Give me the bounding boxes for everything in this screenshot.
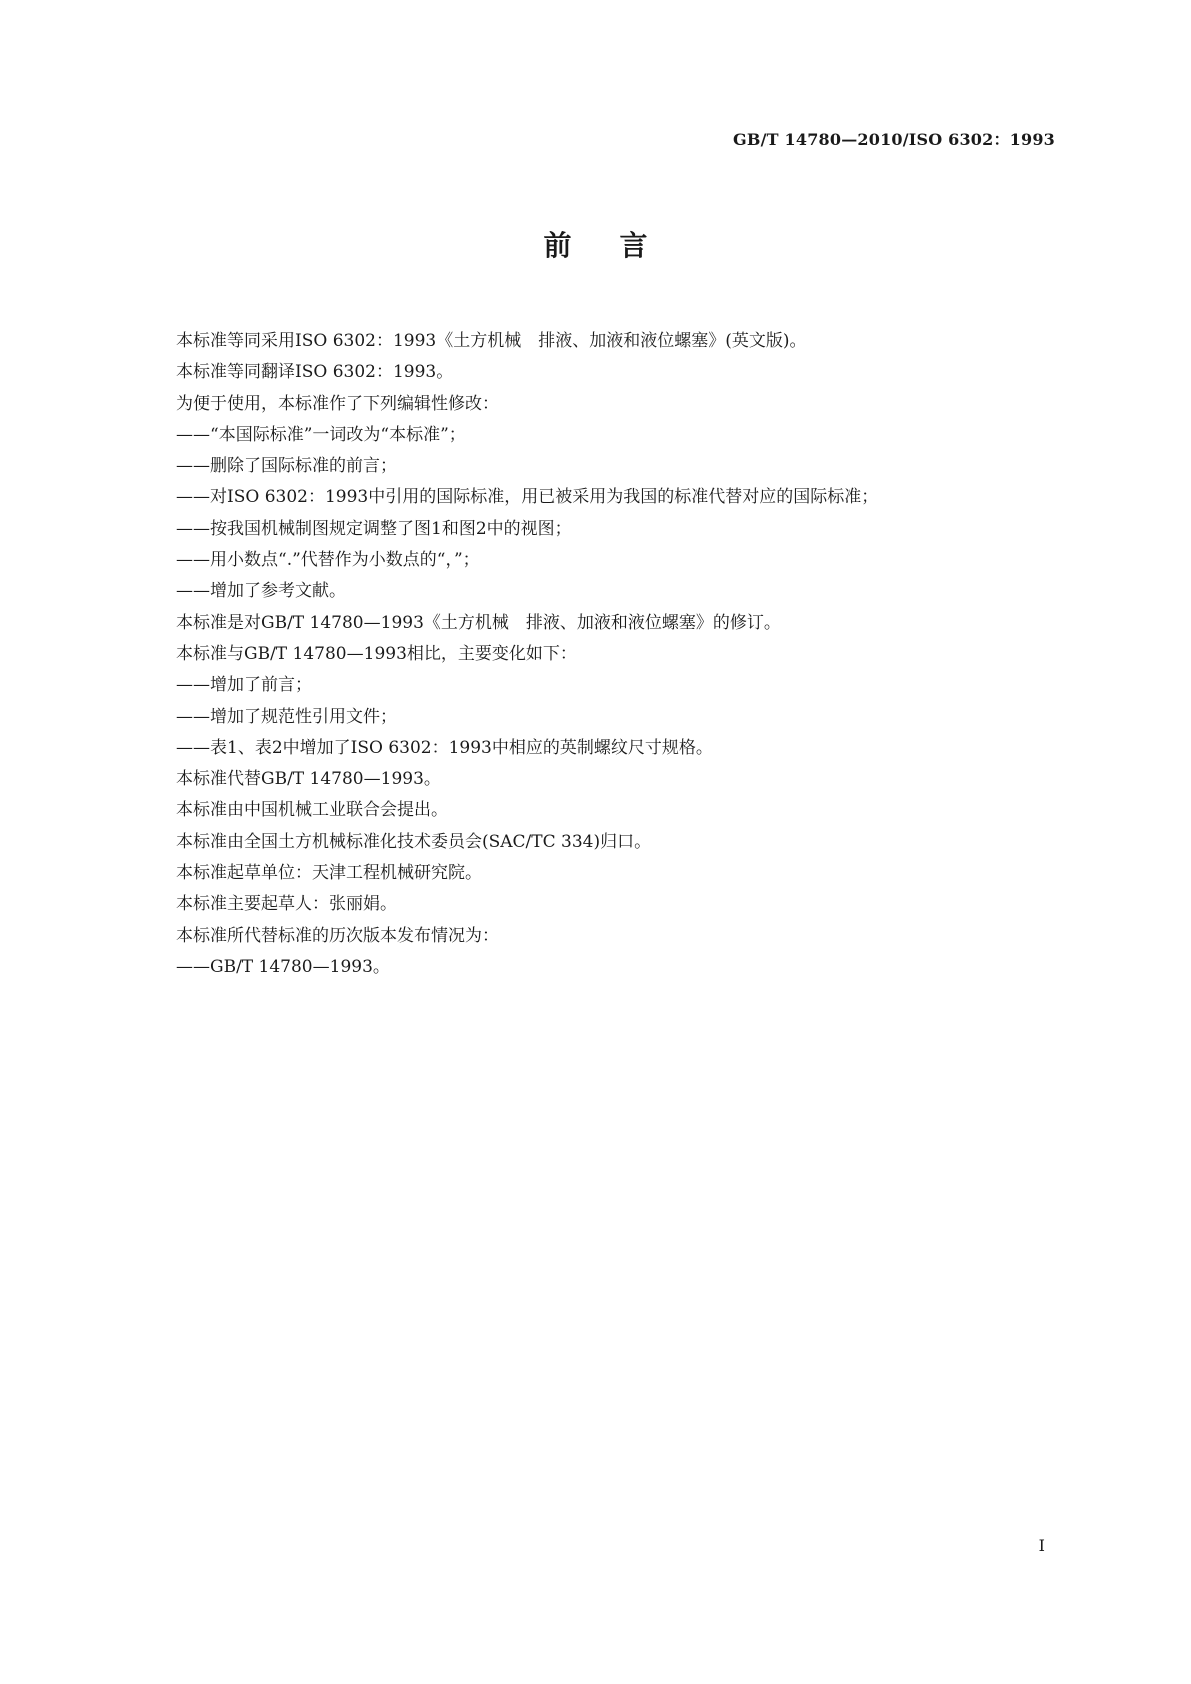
foreword-line: 本标准与GB/T 14780—1993相比，主要变化如下： <box>176 643 577 664</box>
foreword-line: ——按我国机械制图规定调整了图1和图2中的视图； <box>176 518 572 539</box>
foreword-line: 本标准代替GB/T 14780—1993。 <box>176 769 441 790</box>
foreword-line: 本标准由全国土方机械标准化技术委员会(SAC/TC 334)归口。 <box>176 831 652 852</box>
foreword-line: 本标准所代替标准的历次版本发布情况为： <box>176 925 499 946</box>
foreword-line: 本标准主要起草人：张丽娟。 <box>176 894 397 915</box>
foreword-line: ——GB/T 14780—1993。 <box>176 956 390 977</box>
foreword-line: ——表1、表2中增加了ISO 6302：1993中相应的英制螺纹尺寸规格。 <box>176 737 713 758</box>
foreword-line: 本标准等同采用ISO 6302：1993《土方机械 排液、加液和液位螺塞》(英文版)。 <box>176 331 807 351</box>
foreword-line: ——增加了参考文献。 <box>176 581 346 602</box>
foreword-line: ——“本国际标准”一词改为“本标准”； <box>176 424 466 445</box>
foreword-line: 本标准起草单位：天津工程机械研究院。 <box>176 863 482 884</box>
page-number: I <box>1038 1536 1045 1555</box>
foreword-line: ——用小数点“.”代替作为小数点的“，”； <box>176 550 480 571</box>
foreword-line: 本标准由中国机械工业联合会提出。 <box>176 800 448 821</box>
foreword-line: 本标准是对GB/T 14780—1993《土方机械 排液、加液和液位螺塞》的修订。 <box>176 612 781 633</box>
foreword-line: 本标准等同翻译ISO 6302：1993。 <box>176 362 454 383</box>
page-title: 前言 <box>543 229 696 262</box>
foreword-line: ——对ISO 6302：1993中引用的国际标准，用已被采用为我国的标准代替对应的国际标准； <box>176 487 879 508</box>
foreword-line: ——增加了规范性引用文件； <box>176 706 397 727</box>
foreword-line: ——增加了前言； <box>176 675 312 696</box>
foreword-body <box>176 326 1076 983</box>
foreword-line: ——删除了国际标准的前言； <box>176 456 397 477</box>
foreword-line: 为便于使用，本标准作了下列编辑性修改： <box>176 393 499 414</box>
standard-code: GB/T 14780—2010/ISO 6302：1993 <box>733 130 1055 149</box>
